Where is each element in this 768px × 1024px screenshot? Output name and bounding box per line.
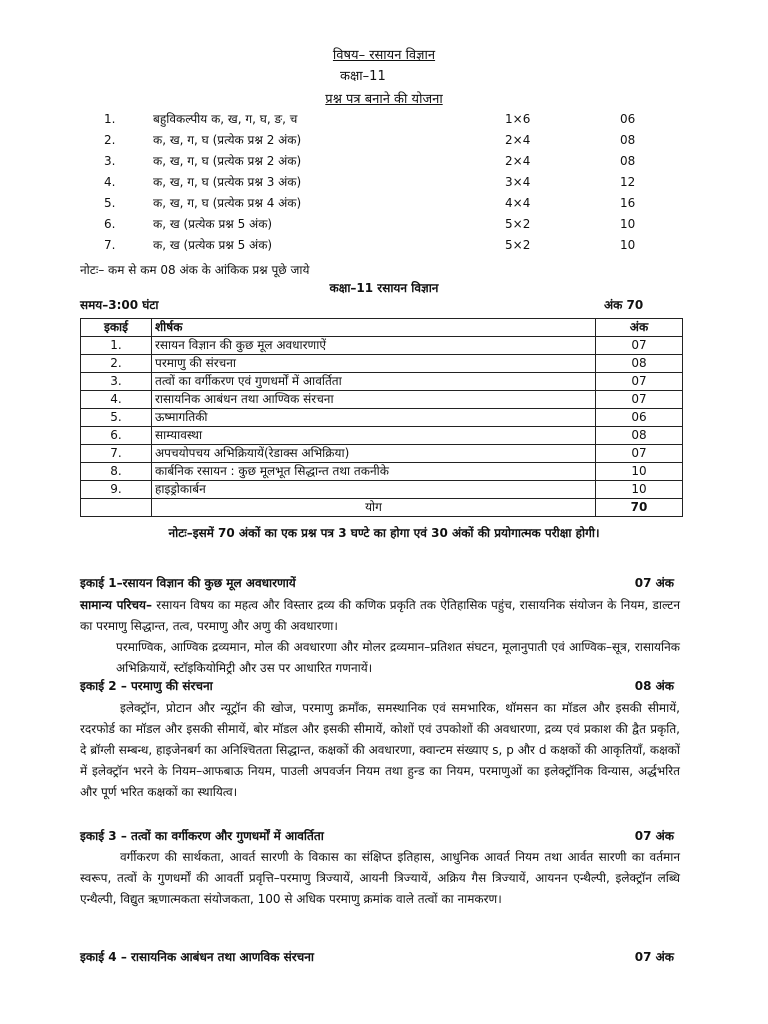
- unit3-body: वर्गीकरण की सार्थकता, आवर्त सारणी के विकास का संक्षिप्त इतिहास, आधुनिक आवर्त नियम तथा आर्वत सारणी का वर्तमान स्वरूप, तत्वों के गुणधर्मों की आवर्ती प्रवृत्ति–परमाणु त्रिज्यायें, आयनी त्रिज्यायें, अक्रिय गैस त्रिज्यायें, आयनन एन्थैल्पी, इलेक्ट्रॉन लब्धि एन्थैल्पी, विद्युत ऋणात्मकता संयोजकता, 100 से अधिक परमाणु क्रमांक वाले तत्वों का नामकरण।: [80, 850, 680, 906]
- unit-marks: 07: [596, 373, 683, 391]
- scheme-multiplier: 4×4: [505, 196, 531, 210]
- table-row: [81, 445, 683, 463]
- scheme-description: क, ख, ग, घ (प्रत्येक प्रश्न 2 अंक): [153, 154, 302, 168]
- unit-number: 9.: [81, 481, 152, 499]
- column-header-marks: अंक: [596, 319, 683, 337]
- scheme-description: क, ख, ग, घ (प्रत्येक प्रश्न 3 अंक): [153, 175, 302, 189]
- table-total-row: [81, 499, 683, 517]
- scheme-row: [0, 112, 768, 133]
- unit-title: हाइड्रोकार्बन: [152, 481, 596, 499]
- unit1-para2: परमाण्विक, आण्विक द्रव्यमान, मोल की अवधारणा और मोलर द्रव्यमान–प्रतिशत संघटन, मूलानुपाती एवं आण्विक–सूत्र, रासायनिक अभिक्रियायें, स्टॉइकियोमिट्री और उस पर आधारित गणनायें।: [116, 640, 680, 675]
- scheme-multiplier: 1×6: [505, 112, 531, 126]
- unit3-marks: 07 अंक: [634, 829, 674, 843]
- scheme-row: [0, 217, 768, 238]
- unit-title: तत्वों का वर्गीकरण एवं गुणधर्मों में आवर्तिता: [152, 373, 596, 391]
- scheme-multiplier: 5×2: [505, 217, 531, 231]
- table-row: [81, 463, 683, 481]
- scheme-number: 2.: [104, 133, 116, 147]
- table-row: [81, 427, 683, 445]
- schedule-title: कक्षा–11 रसायन विज्ञान: [329, 281, 439, 295]
- exam-note: नोटः–इसमें 70 अंकों का एक प्रश्न पत्र 3 घण्टे का होगा एवं 30 अंकों की प्रयोगात्मक परीक्षा होगी।: [168, 526, 600, 540]
- scheme-total: 16: [620, 196, 636, 210]
- column-header-title: शीर्षक: [152, 319, 596, 337]
- scheme-row: [0, 154, 768, 175]
- table-row: [81, 373, 683, 391]
- scheme-row: [0, 175, 768, 196]
- scheme-number: 5.: [104, 196, 116, 210]
- unit-number: 2.: [81, 355, 152, 373]
- exam-time: समय–3:00 घंटा: [80, 298, 159, 312]
- unit-title: साम्यावस्था: [152, 427, 596, 445]
- table-row: [81, 481, 683, 499]
- scheme-number: 7.: [104, 238, 116, 252]
- unit-title: परमाणु की संरचना: [152, 355, 596, 373]
- scheme-title: प्रश्न पत्र बनाने की योजना: [325, 92, 443, 107]
- scheme-description: क, ख (प्रत्येक प्रश्न 5 अंक): [153, 238, 273, 252]
- scheme-description: क, ख (प्रत्येक प्रश्न 5 अंक): [153, 217, 273, 231]
- unit1-marks: 07 अंक: [634, 576, 674, 590]
- unit1-intro: [80, 595, 680, 637]
- scheme-multiplier: 3×4: [505, 175, 531, 189]
- scheme-number: 1.: [104, 112, 116, 126]
- unit-marks: 06: [596, 409, 683, 427]
- unit-number: 1.: [81, 337, 152, 355]
- intro-text: रसायन विषय का महत्व और विस्तार द्रव्य की कणिक प्रकृति तक ऐतिहासिक पहुंच, रासायनिक संयोजन के नियम, डाल्टन का परमाणु सिद्धान्त, तत्व, परमाणु और अणु की अवधारणा।: [80, 598, 680, 633]
- scheme-multiplier: 2×4: [505, 133, 531, 147]
- unit-marks: 08: [596, 355, 683, 373]
- scheme-description: बहुविकल्पीय क, ख, ग, घ, ङ, च: [153, 112, 298, 126]
- scheme-multiplier: 2×4: [505, 154, 531, 168]
- scheme-number: 4.: [104, 175, 116, 189]
- scheme-number: 6.: [104, 217, 116, 231]
- scheme-row: [0, 196, 768, 217]
- scheme-total: 12: [620, 175, 636, 189]
- scheme-total: 08: [620, 154, 636, 168]
- unit2-text: [80, 698, 680, 803]
- unit3-heading-row: [80, 829, 674, 845]
- unit-title: अपचयोपचय अभिक्रियायें(रेडाक्स अभिक्रिया): [152, 445, 596, 463]
- intro-label: सामान्य परिचय–: [80, 598, 152, 612]
- unit-marks: 07: [596, 445, 683, 463]
- scheme-multiplier: 5×2: [505, 238, 531, 252]
- unit4-heading-row: [80, 950, 674, 966]
- scheme-total: 10: [620, 217, 636, 231]
- scheme-row: [0, 133, 768, 154]
- unit4-heading: इकाई 4 – रासायनिक आबंधन तथा आणविक संरचना: [80, 950, 314, 964]
- table-row: [81, 409, 683, 427]
- document-class: कक्षा–11: [340, 69, 386, 84]
- scheme-description: क, ख, ग, घ (प्रत्येक प्रश्न 4 अंक): [153, 196, 302, 210]
- scheme-description: क, ख, ग, घ (प्रत्येक प्रश्न 2 अंक): [153, 133, 302, 147]
- unit-number: 7.: [81, 445, 152, 463]
- unit-marks: 07: [596, 391, 683, 409]
- unit-title: ऊष्मागतिकी: [152, 409, 596, 427]
- scheme-total: 10: [620, 238, 636, 252]
- unit2-body: इलेक्ट्रॉन, प्रोटान और न्यूट्रॉन की खोज, परमाणु क्रमाँक, समस्थानिक एवं समभारिक, थॉमसन का मॉडल और इसकी सीमायें, रदरफोर्ड का मॉडल और इसकी सीमायें, बोर मॉडल और इसकी सीमायें, कोशों एवं उपकोशों की अवधारणा, द्रव्य एवं प्रकाश की द्वैत प्रकृति, दे ब्रॉग्ली सम्बन्ध, हाइजेनबर्ग का अनिश्चितता सिद्धान्त, कक्षकों की अवधारणा, क्वान्टम संख्याए s, p और d कक्षकों की आकृतियाँ, कक्षकों में इलेक्ट्रॉन भरने के नियम–आफबाऊ नियम, पाउली अपवर्जन नियम तथा हुन्ड का नियम, परमाणुओं का इलेक्ट्रॉनिक विन्यास, अर्द्धभरित और पूर्ण भरित कक्षकों का स्थायित्व।: [80, 701, 680, 799]
- unit3-text: [80, 847, 680, 910]
- unit-marks: 08: [596, 427, 683, 445]
- unit-title: रासायनिक आबंधन तथा आण्विक संरचना: [152, 391, 596, 409]
- document-subject: विषय– रसायन विज्ञान: [332, 48, 436, 63]
- column-header-unit: इकाई: [81, 319, 152, 337]
- scheme-note: नोटः– कम से कम 08 अंक के आंकिक प्रश्न पूछे जाये: [80, 263, 310, 277]
- exam-total-marks: अंक 70: [604, 298, 644, 312]
- unit2-marks: 08 अंक: [634, 679, 674, 693]
- total-label: योग: [152, 499, 596, 517]
- table-row: [81, 337, 683, 355]
- table-row: [81, 355, 683, 373]
- unit2-heading-row: [80, 679, 674, 695]
- table-row: [81, 391, 683, 409]
- units-table: [80, 318, 683, 517]
- table-header-row: [81, 319, 683, 337]
- scheme-total: 08: [620, 133, 636, 147]
- unit-marks: 10: [596, 481, 683, 499]
- scheme-row: [0, 238, 768, 259]
- unit-marks: 07: [596, 337, 683, 355]
- unit-number: 4.: [81, 391, 152, 409]
- total-value: 70: [596, 499, 683, 517]
- unit-marks: 10: [596, 463, 683, 481]
- unit-number: 6.: [81, 427, 152, 445]
- total-spacer: [81, 499, 152, 517]
- scheme-total: 06: [620, 112, 636, 126]
- question-paper-scheme: [0, 112, 768, 259]
- unit-number: 5.: [81, 409, 152, 427]
- unit-title: रसायन विज्ञान की कुछ मूल अवधारणाऐं: [152, 337, 596, 355]
- unit-title: कार्बनिक रसायन : कुछ मूलभूत सिद्धान्त तथा तकनीके: [152, 463, 596, 481]
- unit-number: 3.: [81, 373, 152, 391]
- unit3-heading: इकाई 3 – तत्वों का वर्गीकरण और गुणधर्मों में आवर्तिता: [80, 829, 324, 843]
- unit1-heading: इकाई 1–रसायन विज्ञान की कुछ मूल अवधारणायें: [80, 576, 296, 590]
- unit4-marks: 07 अंक: [634, 950, 674, 964]
- unit1-heading-row: [80, 576, 674, 592]
- unit2-heading: इकाई 2 – परमाणु की संरचना: [80, 679, 213, 693]
- unit-number: 8.: [81, 463, 152, 481]
- scheme-number: 3.: [104, 154, 116, 168]
